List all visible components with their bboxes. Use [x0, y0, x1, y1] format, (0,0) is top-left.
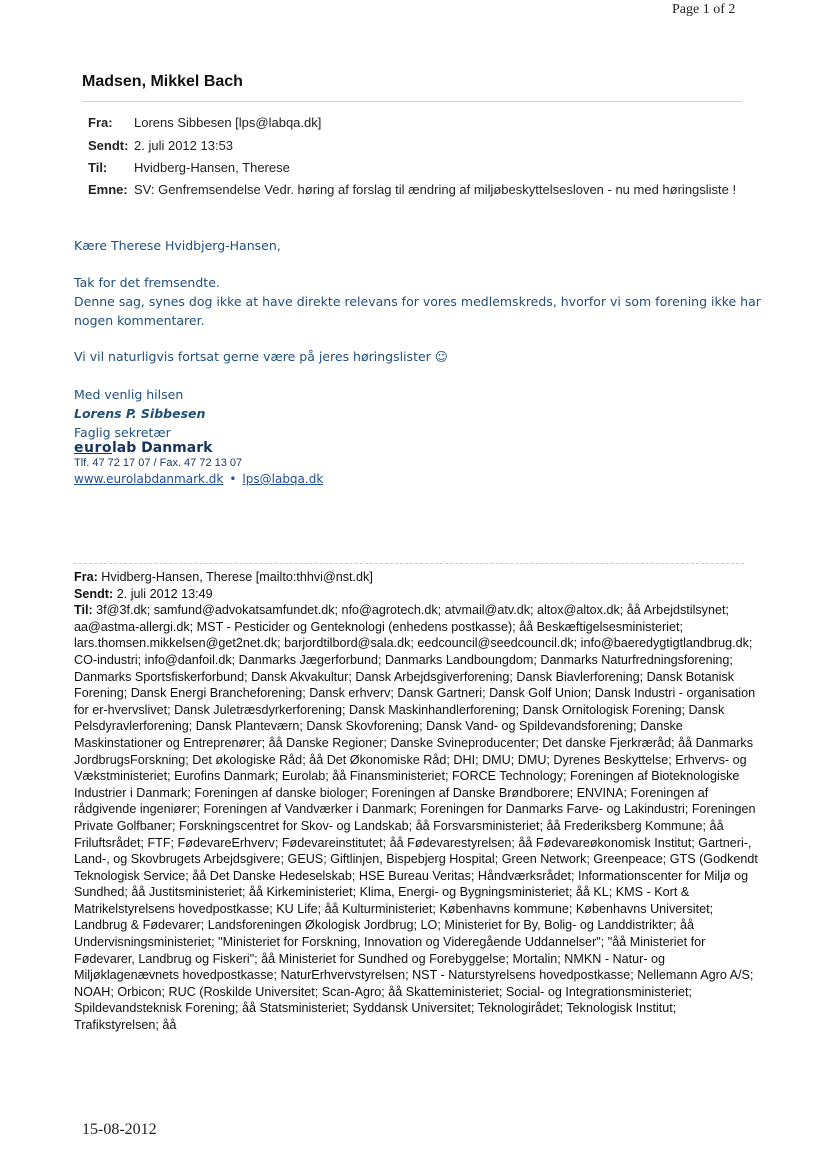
- fwd-sent-row: [74, 586, 758, 603]
- link-separator: •: [229, 472, 237, 486]
- fwd-to-label: Til:: [74, 603, 93, 618]
- subject-label: Emne:: [88, 182, 128, 197]
- website-link[interactable]: www.eurolabdanmark.dk: [74, 472, 224, 486]
- header-sent-row: [88, 138, 754, 154]
- sent-label: Sendt:: [88, 138, 129, 153]
- closing: Med venlig hilsen: [74, 387, 184, 402]
- header-to-row: [88, 160, 754, 176]
- footer-date: 15-08-2012: [82, 1121, 157, 1138]
- greeting: Kære Therese Hvidbjerg-Hansen,: [74, 238, 281, 253]
- mailbox-owner-name: Madsen, Mikkel Bach: [82, 73, 243, 90]
- sent-value: 2. juli 2012 13:53: [134, 138, 234, 153]
- page-number: Page 1 of 2: [672, 2, 736, 17]
- email-link[interactable]: lps@labqa.dk: [242, 472, 324, 486]
- header-subject-row: [88, 182, 754, 198]
- to-value: Hvidberg-Hansen, Therese: [134, 160, 290, 175]
- forwarded-message-header: [74, 569, 758, 1034]
- body-line-relevance: Denne sag, synes dog ikke at have direkte relevans for vores medlemskreds, hvorfor vi som forening ikke har nogen kommentarer.: [74, 294, 761, 328]
- phone-fax: Tlf. 47 72 17 07 / Fax. 47 72 13 07: [74, 457, 243, 469]
- to-label: Til:: [88, 160, 108, 175]
- signature-title: Faglig sekretær: [74, 425, 171, 440]
- from-value: Lorens Sibbesen [lps@labqa.dk]: [134, 115, 322, 130]
- logo-part-euro: euro: [74, 440, 112, 456]
- fwd-sent-label: Sendt:: [74, 586, 114, 601]
- fwd-from-row: [74, 569, 758, 586]
- logo-part-lab-danmark: lab Danmark: [111, 440, 213, 456]
- contact-links: [74, 472, 323, 486]
- fwd-from-value: Hvidberg-Hansen, Therese [mailto:thhvi@nst.dk]: [101, 570, 373, 584]
- fwd-sent-value: 2. juli 2012 13:49: [116, 586, 213, 601]
- from-label: Fra:: [88, 115, 113, 130]
- eurolab-logo: [74, 440, 212, 456]
- forward-divider: [74, 563, 744, 564]
- fwd-to-value: 3f@3f.dk; samfund@advokatsamfundet.dk; nfo@agrotech.dk; atvmail@atv.dk; altox@altox.dk; åå Arbejdstilsynet; aa@astma-allergi.dk; MST - Pesticider og Genteknologi (enhedens postkasse); åå Beskæftigelsesministeriet; lars.thomsen.mikkelsen@get2net.dk; barjordtilbord@sala.dk; eedcouncil@seedcouncil.dk; info@baeredygtigtlandbrug.dk; CO-industri; info@danfoil.dk; Danmarks Jægerforbund; Danmarks Landboungdom; Danmarks Naturfredningsforening; Danmarks Sportsfiskerforbund; Dansk Akvakultur; Dansk Arbejdsgiverforening; Dansk Biavlerforening; Dansk Botanisk Forening; Dansk Energi Brancheforening; Dansk erhverv; Dansk Gartneri; Dansk Golf Union; Dansk Industri - organisation for er-hvervslivet; Dansk Juletræsdyrkerforening; Dansk Maskinhandlerforening; Dansk Ornitologisk Forening; Dansk Pelsdyravlerforening; Dansk Planteværn; Dansk Skovforening; Dansk Vand- og Spildevandsforening; Danske Maskinstationer og Entreprenører; åå Danske Regioner; Danske Svineproducenter; Det danske Fjerkræråd; åå Danmarks JordbrugsForskning; Det økologiske Råd; åå Det Økonomiske Råd; DHI; DMU; DMU; Dyrenes Beskyttelse; Erhvervs- og Vækstministeriet; Eurofins Danmark; Eurolab; åå Finansministeriet; FORCE Technology; Foreningen af Bioteknologiske Industrier i Danmark; Foreningen af danske biologer; Foreningen af Danske Brøndborere; ENVINA; Foreningen af rådgivende ingeniører; Foreningen af Vandværker i Danmark; Foreningen for Danmarks Farve- og Lakindustri; Foreningen Private Golfbaner; Forskningscentret for Skov- og Landskab; åå Forsvarsministeriet; åå Frederiksberg Kommune; åå Friluftsrådet; FTF; FødevareErhverv; Fødevareinstitutet; åå Fødevarestyrelsen; åå Fødevareøkonomisk Institut; Gartneri-, Land-, og Skovbrugets Arbejdsgivere; GEUS; Giftlinjen, Bispebjerg Hospital; Green Network; Greenpeace; GTS (Godkendt Teknologisk Service; åå Det Danske Hedeselskab; HSE Bureau Veritas; Håndværksrådet; Informationscenter for Miljø og Sundhed; åå Justitsministeriet; åå Kirkeministeriet; Klima, Energi- og Bygningsministeriet; åå KL; KMS - Kort & Matrikelstyrelsens hovedpostkasse; KU Life; åå Kulturministeriet; Københavns kommune; Københavns Universitet; Landbrug & Fødevarer; Landsforeningen Økologisk Jordbrug; LO; Ministeriet for By, Bolig- og Landdistrikter; åå Undervisningsministeriet; "Ministeriet for Forskning, Innovation og Videregående Uddannelser"; "åå Ministeriet for Fødevarer, Landbrug og Fiskeri"; åå Ministeriet for Sundhed og Forebyggelse; Mortalin; NMKN - Natur- og Miljøklagenævnets hovedpostkasse; NaturErhvervstyrelsen; NST - Naturstyrelsens hovedpostkasse; Nellemann Agro A/S; NOAH; Orbicon; RUC (Roskilde Universitet; Scan-Agro; åå Skatteministeriet; Social- og Integrationsministeriet; Spildevandsteknisk Forening; åå Statsministeriet; Syddansk Universitet; Teknologirådet; Teknologisk Institut; Trafikstyrelsen; åå: [74, 603, 758, 1033]
- body-line-hearing-list: Vi vil naturligvis fortsat gerne være på jeres høringslister ☺: [74, 349, 448, 364]
- subject-value: SV: Genfremsendelse Vedr. høring af forslag til ændring af miljøbeskyttelsesloven - nu med høringsliste !: [134, 182, 737, 197]
- fwd-from-label: Fra:: [74, 570, 98, 584]
- signature-name: Lorens P. Sibbesen: [74, 406, 206, 421]
- fwd-to-row: [74, 602, 758, 1033]
- header-divider: [82, 101, 742, 102]
- body-line-thanks: Tak for det fremsendte.: [74, 275, 220, 290]
- header-from-row: [88, 115, 754, 131]
